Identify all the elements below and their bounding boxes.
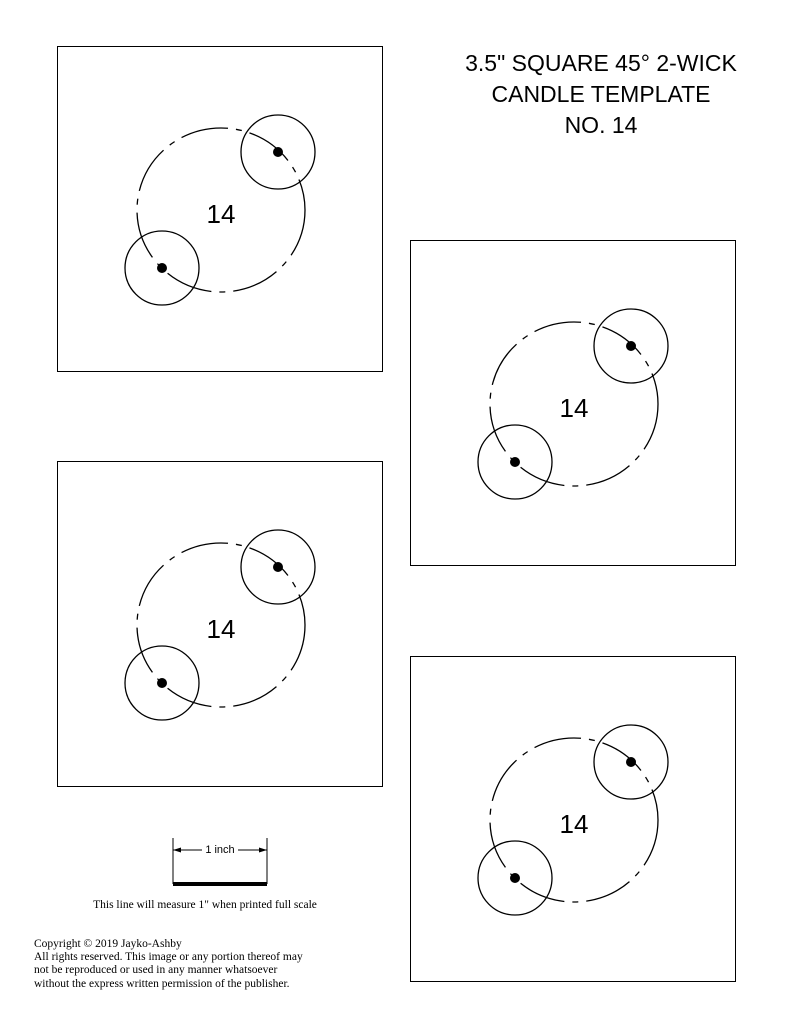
copyright-notice xyxy=(34,938,394,991)
scale-label-text: 1 inch xyxy=(202,844,237,856)
candle-template-drawing xyxy=(58,47,384,373)
copyright-line-2: All rights reserved. This image or any portion thereof may xyxy=(34,951,303,964)
wick-dot xyxy=(273,147,283,157)
title-line-2: CANDLE TEMPLATE xyxy=(491,81,711,107)
template-number: 14 xyxy=(559,809,589,839)
candle-template-drawing xyxy=(411,657,737,983)
copyright-line-4: without the express written permission of the publisher. xyxy=(34,977,290,990)
wick-dot xyxy=(510,457,520,467)
one-inch-scale-bar xyxy=(173,882,267,886)
wick-dot xyxy=(626,341,636,351)
wick-dot xyxy=(273,562,283,572)
scale-note: This line will measure 1" when printed full scale xyxy=(93,899,317,911)
candle-template-3 xyxy=(57,461,383,787)
candle-template-4 xyxy=(410,656,736,982)
scale-label xyxy=(172,843,268,857)
template-number: 14 xyxy=(206,199,236,229)
copyright-line-1: Copyright © 2019 Jayko-Ashby xyxy=(34,938,182,950)
candle-template-drawing xyxy=(58,462,384,788)
template-number: 14 xyxy=(206,614,236,644)
candle-template-drawing xyxy=(411,241,737,567)
wick-dot xyxy=(510,873,520,883)
candle-template-2 xyxy=(410,240,736,566)
title-line-3: NO. 14 xyxy=(564,112,638,138)
wick-dot xyxy=(157,678,167,688)
wick-dot xyxy=(626,757,636,767)
template-number: 14 xyxy=(559,393,589,423)
scale-indicator xyxy=(172,838,268,888)
wick-dot xyxy=(157,263,167,273)
title-line-1: 3.5" SQUARE 45° 2-WICK xyxy=(465,50,737,76)
template-title xyxy=(420,48,782,141)
copyright-line-3: not be reproduced or used in any manner whatsoever xyxy=(34,964,278,977)
candle-template-1 xyxy=(57,46,383,372)
